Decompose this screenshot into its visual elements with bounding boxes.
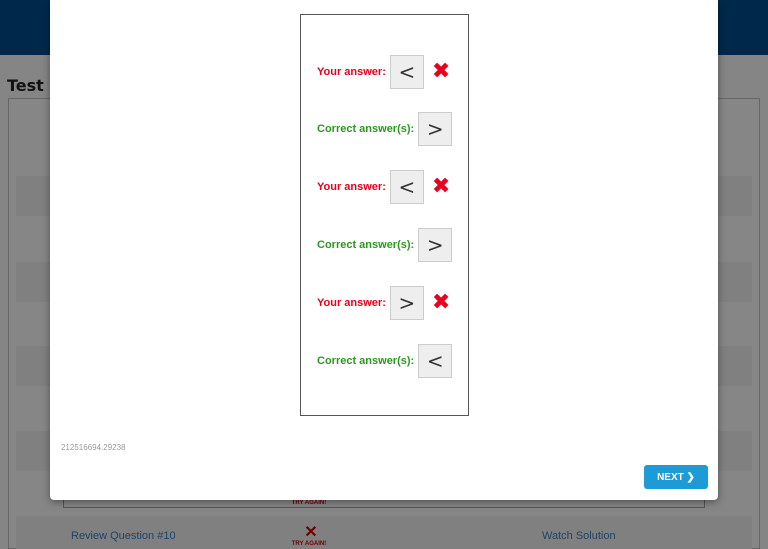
correct-answer-label: Correct answer(s): bbox=[317, 355, 415, 367]
correct-answer-row bbox=[317, 112, 452, 146]
answer-comparison-box bbox=[300, 14, 469, 416]
your-answer-row bbox=[317, 286, 450, 320]
correct-answer-label: Correct answer(s): bbox=[317, 123, 415, 135]
next-button[interactable]: NEXT ❯ bbox=[644, 465, 708, 489]
x-icon: ✖ bbox=[431, 174, 451, 199]
your-answer-row bbox=[317, 55, 450, 89]
review-question-link[interactable]: Review Question #10 bbox=[71, 530, 176, 542]
watch-solution-link[interactable]: Watch Solution bbox=[542, 530, 616, 542]
your-answer-label: Your answer: bbox=[317, 66, 386, 78]
question-id: 212516694.29238 bbox=[61, 443, 126, 452]
page-title: Test bbox=[7, 76, 44, 95]
your-answer-label: Your answer: bbox=[317, 297, 386, 309]
x-icon: ✖ bbox=[431, 59, 451, 84]
answer-symbol-box: < bbox=[390, 170, 424, 204]
correct-answer-label: Correct answer(s): bbox=[317, 239, 415, 251]
try-again-status: TRY AGAIN! bbox=[291, 500, 327, 506]
your-answer-row bbox=[317, 170, 450, 204]
x-icon: ✖ bbox=[431, 290, 451, 315]
answer-symbol-box: < bbox=[418, 344, 452, 378]
answer-symbol-box: > bbox=[390, 286, 424, 320]
x-icon: ✕ bbox=[304, 524, 318, 541]
correct-answer-row bbox=[317, 344, 452, 378]
answer-symbol-box: > bbox=[418, 228, 452, 262]
answer-symbol-box: < bbox=[390, 55, 424, 89]
answer-review-modal bbox=[50, 0, 718, 500]
correct-answer-row bbox=[317, 228, 452, 262]
your-answer-label: Your answer: bbox=[317, 181, 386, 193]
try-again-status: TRY AGAIN! bbox=[291, 541, 327, 547]
answer-symbol-box: > bbox=[418, 112, 452, 146]
